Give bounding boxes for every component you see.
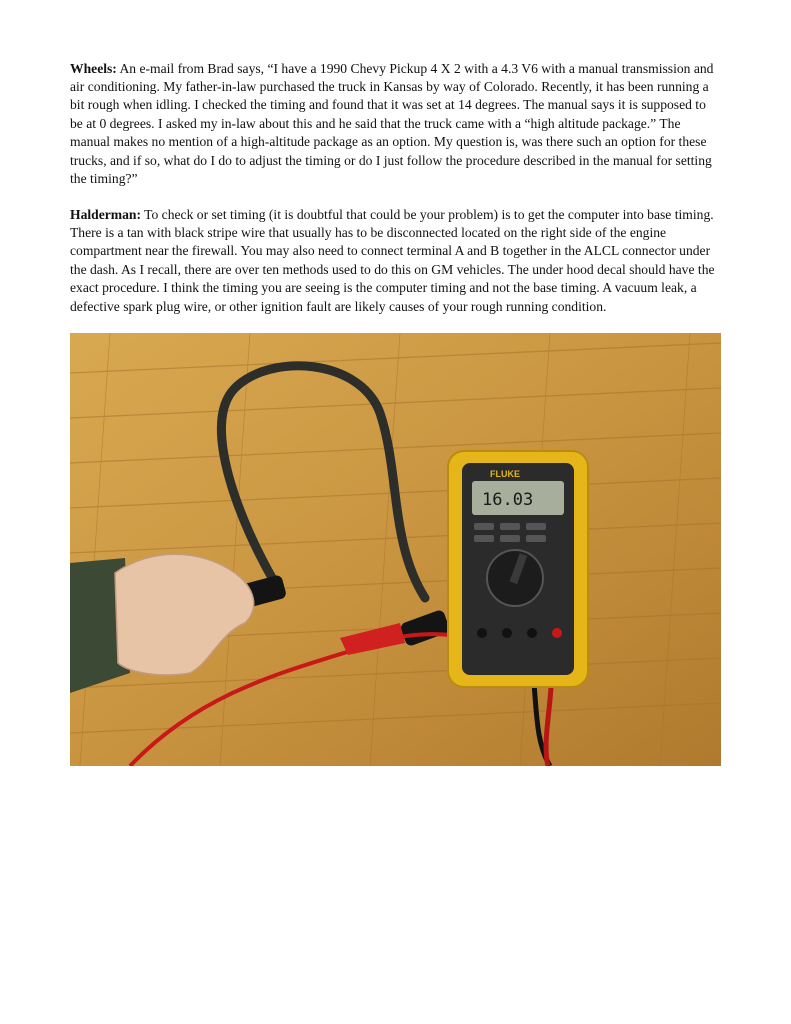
meter-reading: 16.03 xyxy=(482,490,534,510)
answer-speaker: Halderman: xyxy=(70,206,141,222)
letter-speaker: Wheels: xyxy=(70,60,117,76)
multimeter xyxy=(448,451,588,687)
letter-paragraph xyxy=(70,60,722,189)
meter-brand: FLUKE xyxy=(490,469,520,479)
answer-paragraph xyxy=(70,206,722,316)
multimeter-photo xyxy=(70,333,721,766)
letter-text: An e-mail from Brad says, “I have a 1990 Chevy Pickup 4 X 2 with a 4.3 V6 with a manual transmission and air conditioning. My father-in-law purchased the truck in Kansas by way of Colorado. Recently, it has been running a bit rough when idling. I checked the timing and found that it was set at 14 degrees. The manual says it is supposed to be at 0 degrees. I asked my in-law about this and he said that the truck came with a “high altitude package.” The manual makes no mention of a high-altitude package as an option. My question is, was there such an option for these trucks, and if so, what do I do to adjust the timing or do I just follow the procedure described in the manual for setting the timing?” xyxy=(70,60,714,187)
answer-text: To check or set timing (it is doubtful that could be your problem) is to get the computer into base timing. There is a tan with black stripe wire that usually has to be disconnected located on the right side of the engine compartment near the firewall. You may also need to connect terminal A and B together in the ALCL connector under the dash. As I recall, there are over ten methods used to do this on GM vehicles. The under hood decal should have the exact procedure. I think the timing you are seeing is the computer timing and not the base timing. A vacuum leak, a defective spark plug wire, or other ignition fault are likely causes of your rough running condition. xyxy=(70,206,715,314)
